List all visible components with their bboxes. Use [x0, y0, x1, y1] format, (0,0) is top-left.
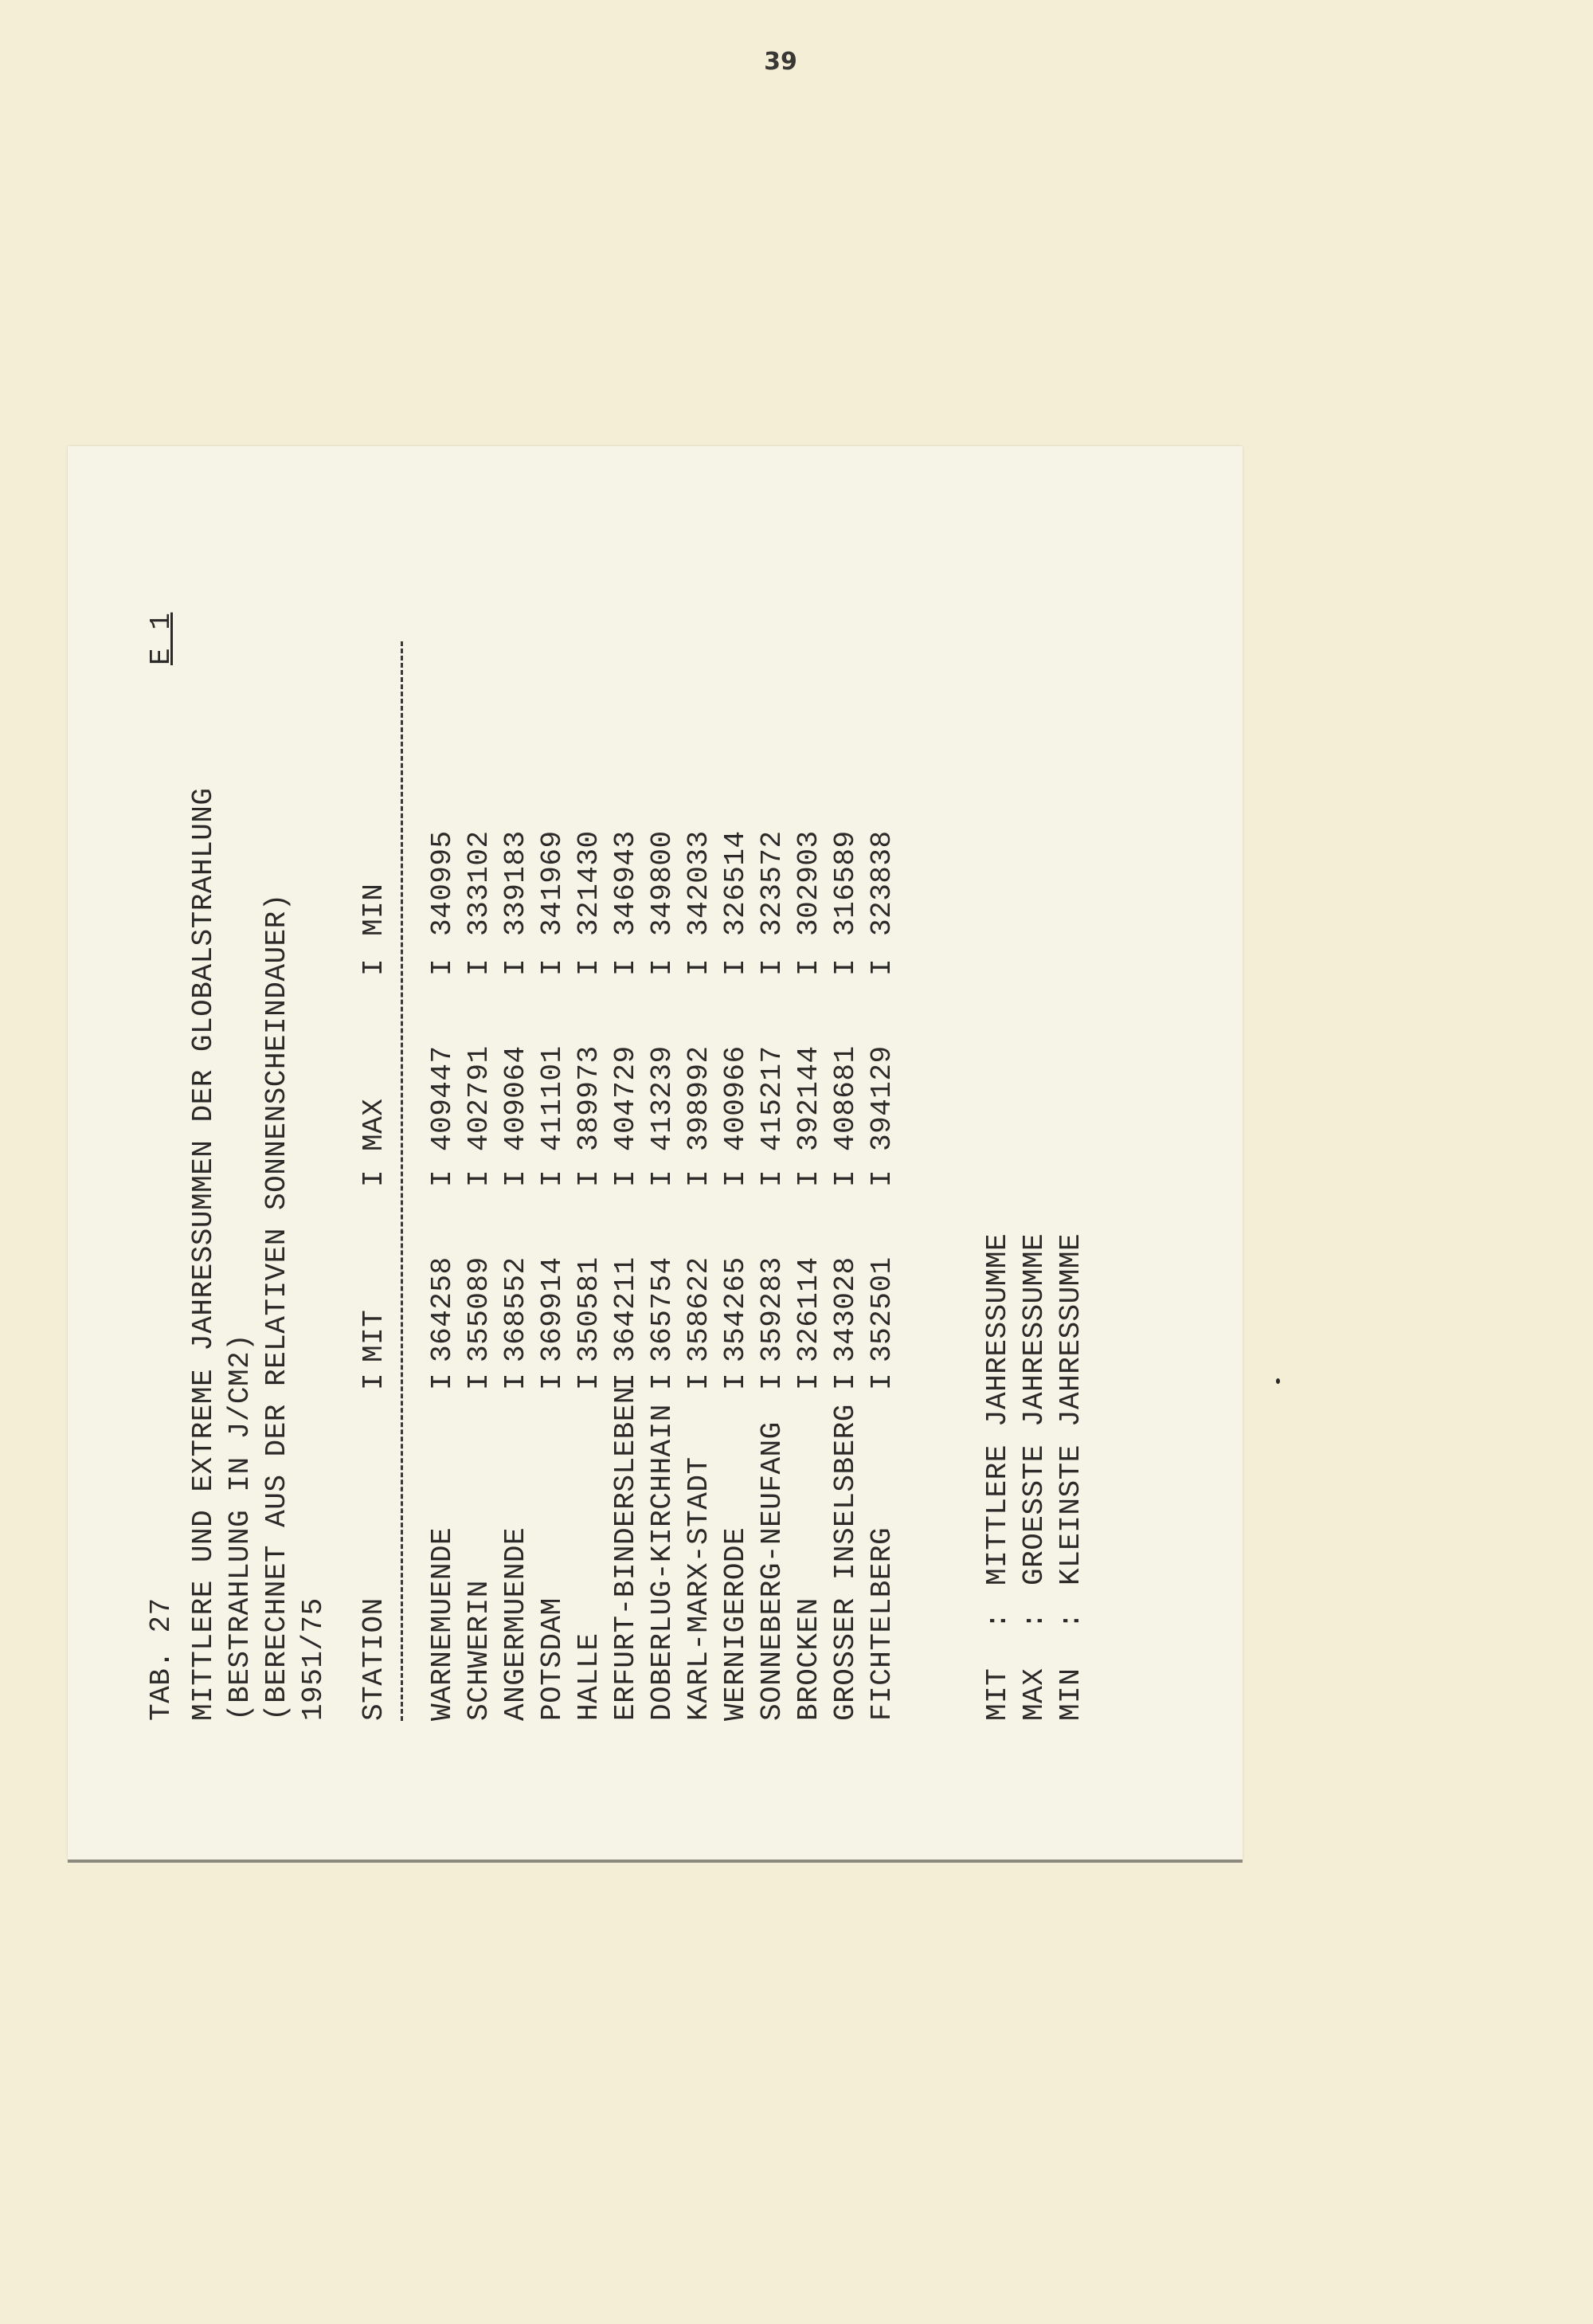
table-title-line-2: (BESTRAHLUNG IN J/CM2)	[224, 1333, 256, 1721]
column-separator: I	[683, 958, 715, 976]
legend-description: MITTLERE JAHRESSUMME	[981, 1233, 1014, 1585]
column-separator: I	[793, 958, 825, 976]
table-row	[864, 446, 901, 1860]
column-separator: I	[719, 1169, 752, 1187]
mit-cell: 365754	[646, 1256, 679, 1362]
station-cell: WARNEMUENDE	[426, 1526, 459, 1721]
column-separator: I	[646, 1169, 679, 1187]
table-row	[681, 446, 718, 1860]
column-separator: I	[358, 1169, 390, 1187]
station-cell: BROCKEN	[793, 1597, 825, 1721]
column-separator: I	[756, 958, 789, 976]
header-station: STATION	[358, 1597, 390, 1721]
column-separator: I	[866, 1372, 898, 1390]
station-cell: FICHTELBERG	[866, 1526, 898, 1721]
header-max: MAX	[358, 1098, 390, 1151]
mit-cell: 343028	[829, 1256, 862, 1362]
max-cell: 413239	[646, 1045, 679, 1151]
column-separator: I	[499, 958, 532, 976]
column-separator: I	[358, 1372, 390, 1390]
column-separator: I	[536, 1169, 569, 1187]
rotated-table-content	[68, 446, 1243, 1860]
column-separator: I	[646, 958, 679, 976]
table-code: E 1	[145, 612, 178, 665]
column-separator: I	[719, 958, 752, 976]
column-separator: I	[866, 958, 898, 976]
table-title-line-3: (BERECHNET AUS DER RELATIVEN SONNENSCHEINDAUER)	[260, 893, 293, 1721]
column-separator: I	[573, 958, 605, 976]
table-row	[571, 446, 608, 1860]
station-cell: SONNEBERG-NEUFANG	[756, 1421, 789, 1721]
mit-cell: 364258	[426, 1256, 459, 1362]
header-mit: MIT	[358, 1309, 390, 1362]
min-cell: 339183	[499, 830, 532, 936]
column-separator: I	[609, 958, 642, 976]
max-cell: 400966	[719, 1045, 752, 1151]
legend-colon: :	[1055, 1611, 1087, 1629]
ink-speck	[1276, 1378, 1280, 1384]
mit-cell: 354265	[719, 1256, 752, 1362]
min-cell: 333102	[463, 830, 495, 936]
station-cell: KARL-MARX-STADT	[683, 1456, 715, 1721]
table-header-row	[356, 446, 393, 1860]
table-title-line-1: MITTLERE UND EXTREME JAHRESSUMMEN DER GLOBALSTRAHLUNG	[187, 787, 220, 1721]
header-dashed-rule	[401, 641, 403, 1721]
min-cell: 323572	[756, 830, 789, 936]
column-separator: I	[829, 1169, 862, 1187]
legend-colon: :	[1018, 1611, 1051, 1629]
column-separator: I	[829, 1372, 862, 1390]
abbreviation-legend	[980, 446, 1090, 1860]
min-cell: 323838	[866, 830, 898, 936]
min-cell: 302903	[793, 830, 825, 936]
mit-cell: 364211	[609, 1256, 642, 1362]
sheet-edge-shadow	[68, 1860, 1243, 1863]
table-row	[498, 446, 534, 1860]
legend-colon: :	[981, 1611, 1014, 1629]
table-period: 1951/75	[297, 1597, 330, 1721]
max-cell: 408681	[829, 1045, 862, 1151]
station-cell: WERNIGERODE	[719, 1526, 752, 1721]
station-cell: POTSDAM	[536, 1597, 569, 1721]
min-cell: 340995	[426, 830, 459, 936]
typed-table-sheet	[68, 446, 1243, 1860]
mit-cell: 369914	[536, 1256, 569, 1362]
station-cell: GROSSER INSELSBERG	[829, 1404, 862, 1721]
table-row	[608, 446, 644, 1860]
column-separator: I	[463, 1169, 495, 1187]
column-separator: I	[683, 1169, 715, 1187]
max-cell: 411101	[536, 1045, 569, 1151]
legend-description: KLEINSTE JAHRESSUMME	[1055, 1233, 1087, 1585]
max-cell: 404729	[609, 1045, 642, 1151]
column-separator: I	[756, 1169, 789, 1187]
table-body	[425, 446, 901, 1860]
column-separator: I	[829, 958, 862, 976]
header-min: MIN	[358, 883, 390, 936]
min-cell: 326514	[719, 830, 752, 936]
page-number: 39	[764, 48, 797, 76]
column-separator: I	[793, 1372, 825, 1390]
max-cell: 398992	[683, 1045, 715, 1151]
legend-abbreviation: MAX	[1018, 1668, 1051, 1721]
table-row	[828, 446, 864, 1860]
min-cell: 349800	[646, 830, 679, 936]
mit-cell: 352501	[866, 1256, 898, 1362]
legend-item	[980, 446, 1016, 1860]
column-separator: I	[536, 1372, 569, 1390]
station-cell: ERFURT-BINDERSLEBEN	[609, 1386, 642, 1721]
mit-cell: 368552	[499, 1256, 532, 1362]
legend-item	[1053, 446, 1090, 1860]
min-cell: 342033	[683, 830, 715, 936]
min-cell: 346943	[609, 830, 642, 936]
max-cell: 394129	[866, 1045, 898, 1151]
table-label: TAB. 27	[145, 1597, 178, 1721]
column-separator: I	[426, 1372, 459, 1390]
column-separator: I	[426, 1169, 459, 1187]
column-separator: I	[499, 1372, 532, 1390]
mit-cell: 326114	[793, 1256, 825, 1362]
max-cell: 409064	[499, 1045, 532, 1151]
column-separator: I	[756, 1372, 789, 1390]
column-separator: I	[683, 1372, 715, 1390]
column-separator: I	[866, 1169, 898, 1187]
table-row	[644, 446, 681, 1860]
column-separator: I	[793, 1169, 825, 1187]
table-row	[425, 446, 461, 1860]
legend-description: GROESSTE JAHRESSUMME	[1018, 1233, 1051, 1585]
table-row	[534, 446, 571, 1860]
table-row	[791, 446, 828, 1860]
column-separator: I	[573, 1372, 605, 1390]
column-separator: I	[646, 1372, 679, 1390]
mit-cell: 358622	[683, 1256, 715, 1362]
mit-cell: 355089	[463, 1256, 495, 1362]
station-cell: SCHWERIN	[463, 1580, 495, 1721]
mit-cell: 359283	[756, 1256, 789, 1362]
legend-item	[1016, 446, 1053, 1860]
column-separator: I	[719, 1372, 752, 1390]
column-separator: I	[358, 958, 390, 976]
column-separator: I	[426, 958, 459, 976]
column-separator: I	[609, 1372, 642, 1390]
column-separator: I	[609, 1169, 642, 1187]
column-separator: I	[463, 1372, 495, 1390]
station-cell: ANGERMUENDE	[499, 1526, 532, 1721]
mit-cell: 350581	[573, 1256, 605, 1362]
min-cell: 321430	[573, 830, 605, 936]
max-cell: 389973	[573, 1045, 605, 1151]
table-row	[754, 446, 791, 1860]
column-separator: I	[463, 958, 495, 976]
min-cell: 341969	[536, 830, 569, 936]
legend-abbreviation: MIT	[981, 1668, 1014, 1721]
max-cell: 402791	[463, 1045, 495, 1151]
max-cell: 409447	[426, 1045, 459, 1151]
max-cell: 392144	[793, 1045, 825, 1151]
column-separator: I	[573, 1169, 605, 1187]
station-cell: DOBERLUG-KIRCHHAIN	[646, 1404, 679, 1721]
station-cell: HALLE	[573, 1632, 605, 1721]
column-separator: I	[499, 1169, 532, 1187]
table-row	[461, 446, 498, 1860]
table-row	[718, 446, 754, 1860]
max-cell: 415217	[756, 1045, 789, 1151]
min-cell: 316589	[829, 830, 862, 936]
column-separator: I	[536, 958, 569, 976]
legend-abbreviation: MIN	[1055, 1668, 1087, 1721]
